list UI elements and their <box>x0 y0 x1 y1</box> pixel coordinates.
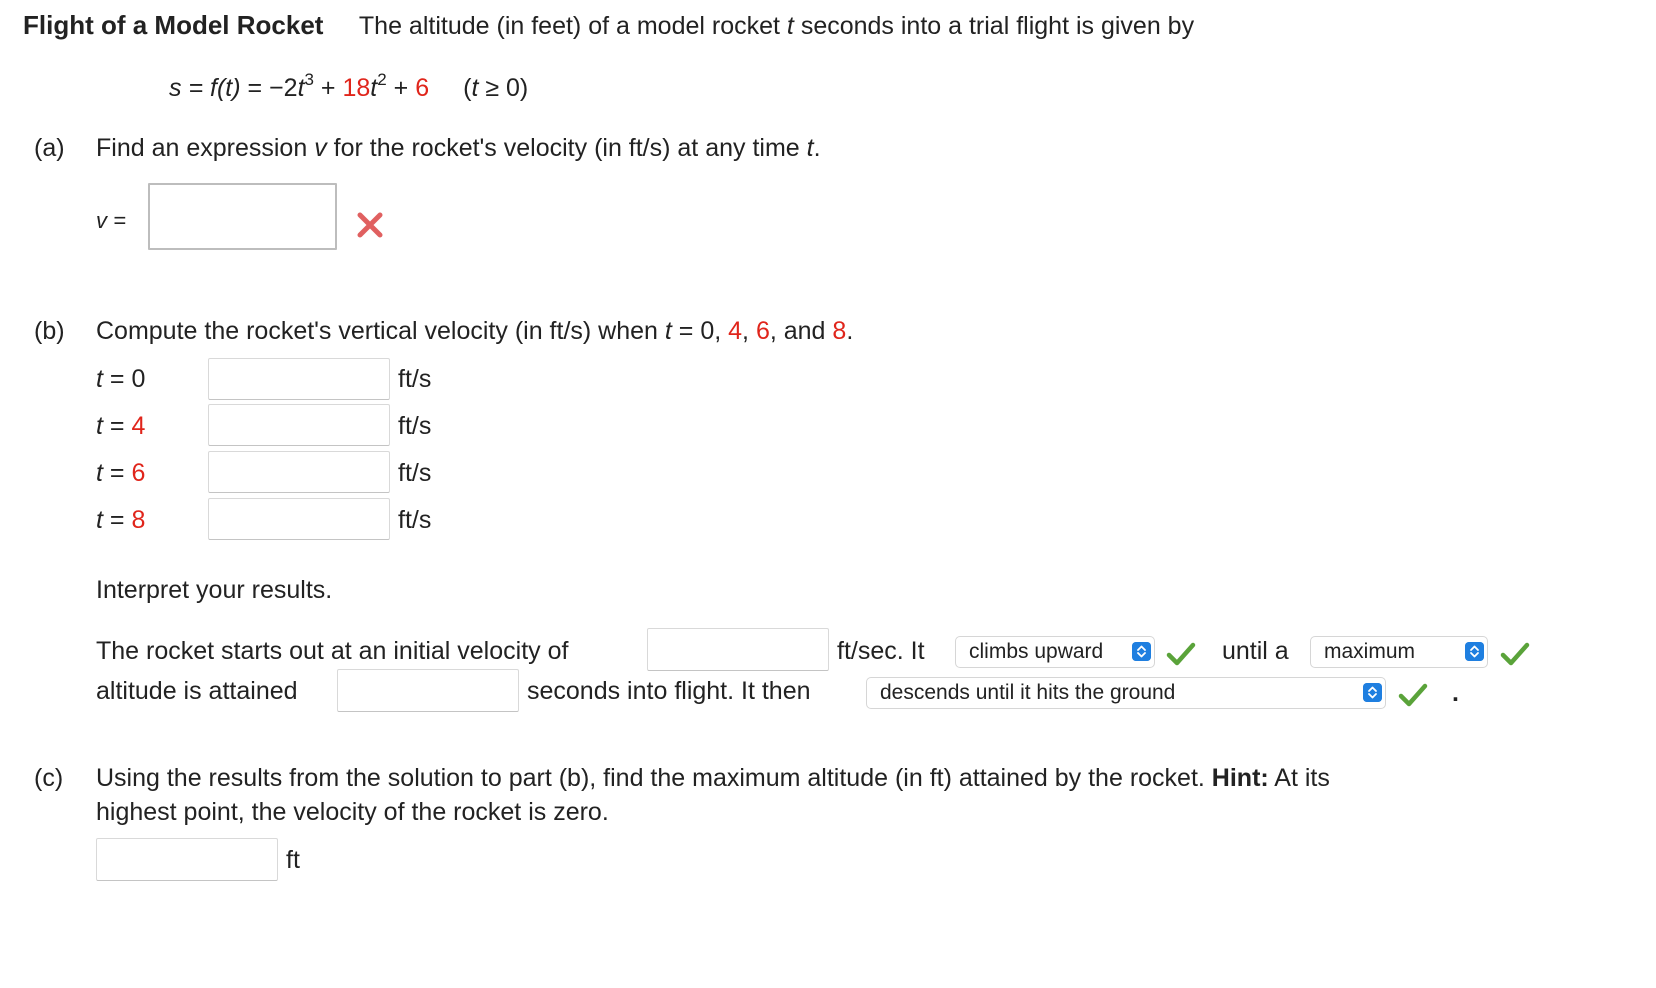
row-value: 6 <box>131 459 146 487</box>
part-b-text-start: Compute the rocket's vertical velocity (in ft/s) when <box>96 317 658 345</box>
part-c-label: (c) <box>34 764 64 792</box>
row-label <box>96 504 145 536</box>
part-b-value-6: 6 <box>755 317 770 345</box>
part-b-var-t: t <box>664 317 672 345</box>
interpret-sentence-part2: ft/sec. It <box>837 637 925 665</box>
row-value: 4 <box>131 412 146 440</box>
row-eq: = <box>102 459 132 487</box>
hint-label: Hint: <box>1211 764 1269 792</box>
check-mark-icon <box>1166 641 1196 667</box>
formula-arg: (t) <box>216 74 241 102</box>
formula-exp2: 2 <box>377 70 387 89</box>
formula-plus2: + <box>386 74 416 102</box>
extremum-select[interactable] <box>1310 636 1488 668</box>
row-var: t <box>96 459 103 487</box>
row-label <box>96 363 145 395</box>
part-c-question-line1 <box>96 762 1330 794</box>
part-a-label: (a) <box>34 134 65 162</box>
row-value: 0 <box>131 365 146 393</box>
interpret-heading: Interpret your results. <box>96 576 333 604</box>
formula-exp1: 3 <box>304 70 314 89</box>
unit-label: ft/s <box>398 365 432 393</box>
intro-var: t <box>786 12 794 40</box>
velocity-t0-input[interactable] <box>208 358 390 400</box>
unit-label: ft/s <box>398 459 432 487</box>
row-var: t <box>96 412 103 440</box>
initial-velocity-input[interactable] <box>647 628 829 671</box>
intro-text-end: seconds into a trial flight is given by <box>800 12 1195 40</box>
altitude-formula <box>169 72 528 107</box>
part-b-value-4: 4 <box>728 317 743 345</box>
formula-domain-open: ( <box>463 74 472 102</box>
formula-domain-rest: ≥ 0) <box>478 74 529 102</box>
velocity-input-label: v = <box>96 208 126 233</box>
intro-text: The altitude (in feet) of a model rocket <box>358 12 780 40</box>
sentence-period: . <box>1452 679 1459 707</box>
after-max-select[interactable] <box>866 677 1386 709</box>
x-mark-icon <box>355 210 385 240</box>
select-stepper-icon <box>1132 642 1151 661</box>
select-stepper-icon <box>1363 683 1382 702</box>
check-mark-icon <box>1398 682 1428 708</box>
row-var: t <box>96 365 103 393</box>
row-label <box>96 457 145 489</box>
problem-title: Flight of a Model Rocket <box>23 10 324 40</box>
part-c-text: Using the results from the solution to part (b), find the maximum altitude (in ft) attained by the rocket. <box>96 764 1205 792</box>
velocity-expression-input[interactable] <box>148 183 337 250</box>
unit-label: ft/s <box>398 412 432 440</box>
select-stepper-icon <box>1465 642 1484 661</box>
formula-f: f <box>210 74 217 102</box>
formula-lhs: s = <box>169 74 210 102</box>
part-a-text-end: for the rocket's velocity (in ft/s) at any time <box>333 134 800 162</box>
part-a-text-start: Find an expression <box>96 134 308 162</box>
part-a-var-t: t <box>806 134 814 162</box>
formula-t2: t <box>370 74 378 102</box>
velocity-t4-input[interactable] <box>208 404 390 446</box>
formula-eq: = −2 <box>240 74 298 102</box>
part-b-value-8: 8 <box>832 317 847 345</box>
extremum-select-value: maximum <box>1324 640 1416 663</box>
unit-label: ft/s <box>398 506 432 534</box>
formula-const: 6 <box>415 74 430 102</box>
part-a-var: v <box>314 134 327 162</box>
row-eq: = <box>102 506 132 534</box>
altitude-unit-label: ft <box>286 846 300 874</box>
time-of-max-input[interactable] <box>337 669 519 712</box>
part-c-question-line2: highest point, the velocity of the rocket is zero. <box>96 798 609 826</box>
row-value: 8 <box>131 506 146 534</box>
interpret-sentence-part3: until a <box>1222 637 1289 665</box>
part-b-label: (b) <box>34 317 65 345</box>
row-label <box>96 410 145 442</box>
row-var: t <box>96 506 103 534</box>
part-b-comma: , <box>742 317 756 345</box>
formula-t1: t <box>297 74 305 102</box>
formula-domain-t: t <box>471 74 479 102</box>
formula-plus1: + <box>313 74 343 102</box>
part-b-question <box>96 315 853 347</box>
after-max-select-value: descends until it hits the ground <box>880 681 1176 704</box>
velocity-t6-input[interactable] <box>208 451 390 493</box>
direction-select[interactable] <box>955 636 1155 668</box>
part-b-text-eq: = 0, <box>671 317 729 345</box>
velocity-t8-input[interactable] <box>208 498 390 540</box>
formula-coef2: 18 <box>342 74 371 102</box>
row-eq: = <box>102 365 132 393</box>
part-a-question <box>96 132 821 164</box>
interpret-sentence-part1: The rocket starts out at an initial velocity of <box>96 637 569 665</box>
interpret-sentence-part5: seconds into flight. It then <box>527 677 811 705</box>
part-c-text-end: At its <box>1274 764 1330 792</box>
interpret-sentence-part4: altitude is attained <box>96 677 298 705</box>
max-altitude-input[interactable] <box>96 838 278 881</box>
part-b-period: . <box>846 317 854 345</box>
direction-select-value: climbs upward <box>969 640 1104 663</box>
header-line <box>23 9 1194 42</box>
row-eq: = <box>102 412 132 440</box>
check-mark-icon <box>1500 641 1530 667</box>
part-a-period: . <box>813 134 821 162</box>
part-b-and: , and <box>769 317 833 345</box>
